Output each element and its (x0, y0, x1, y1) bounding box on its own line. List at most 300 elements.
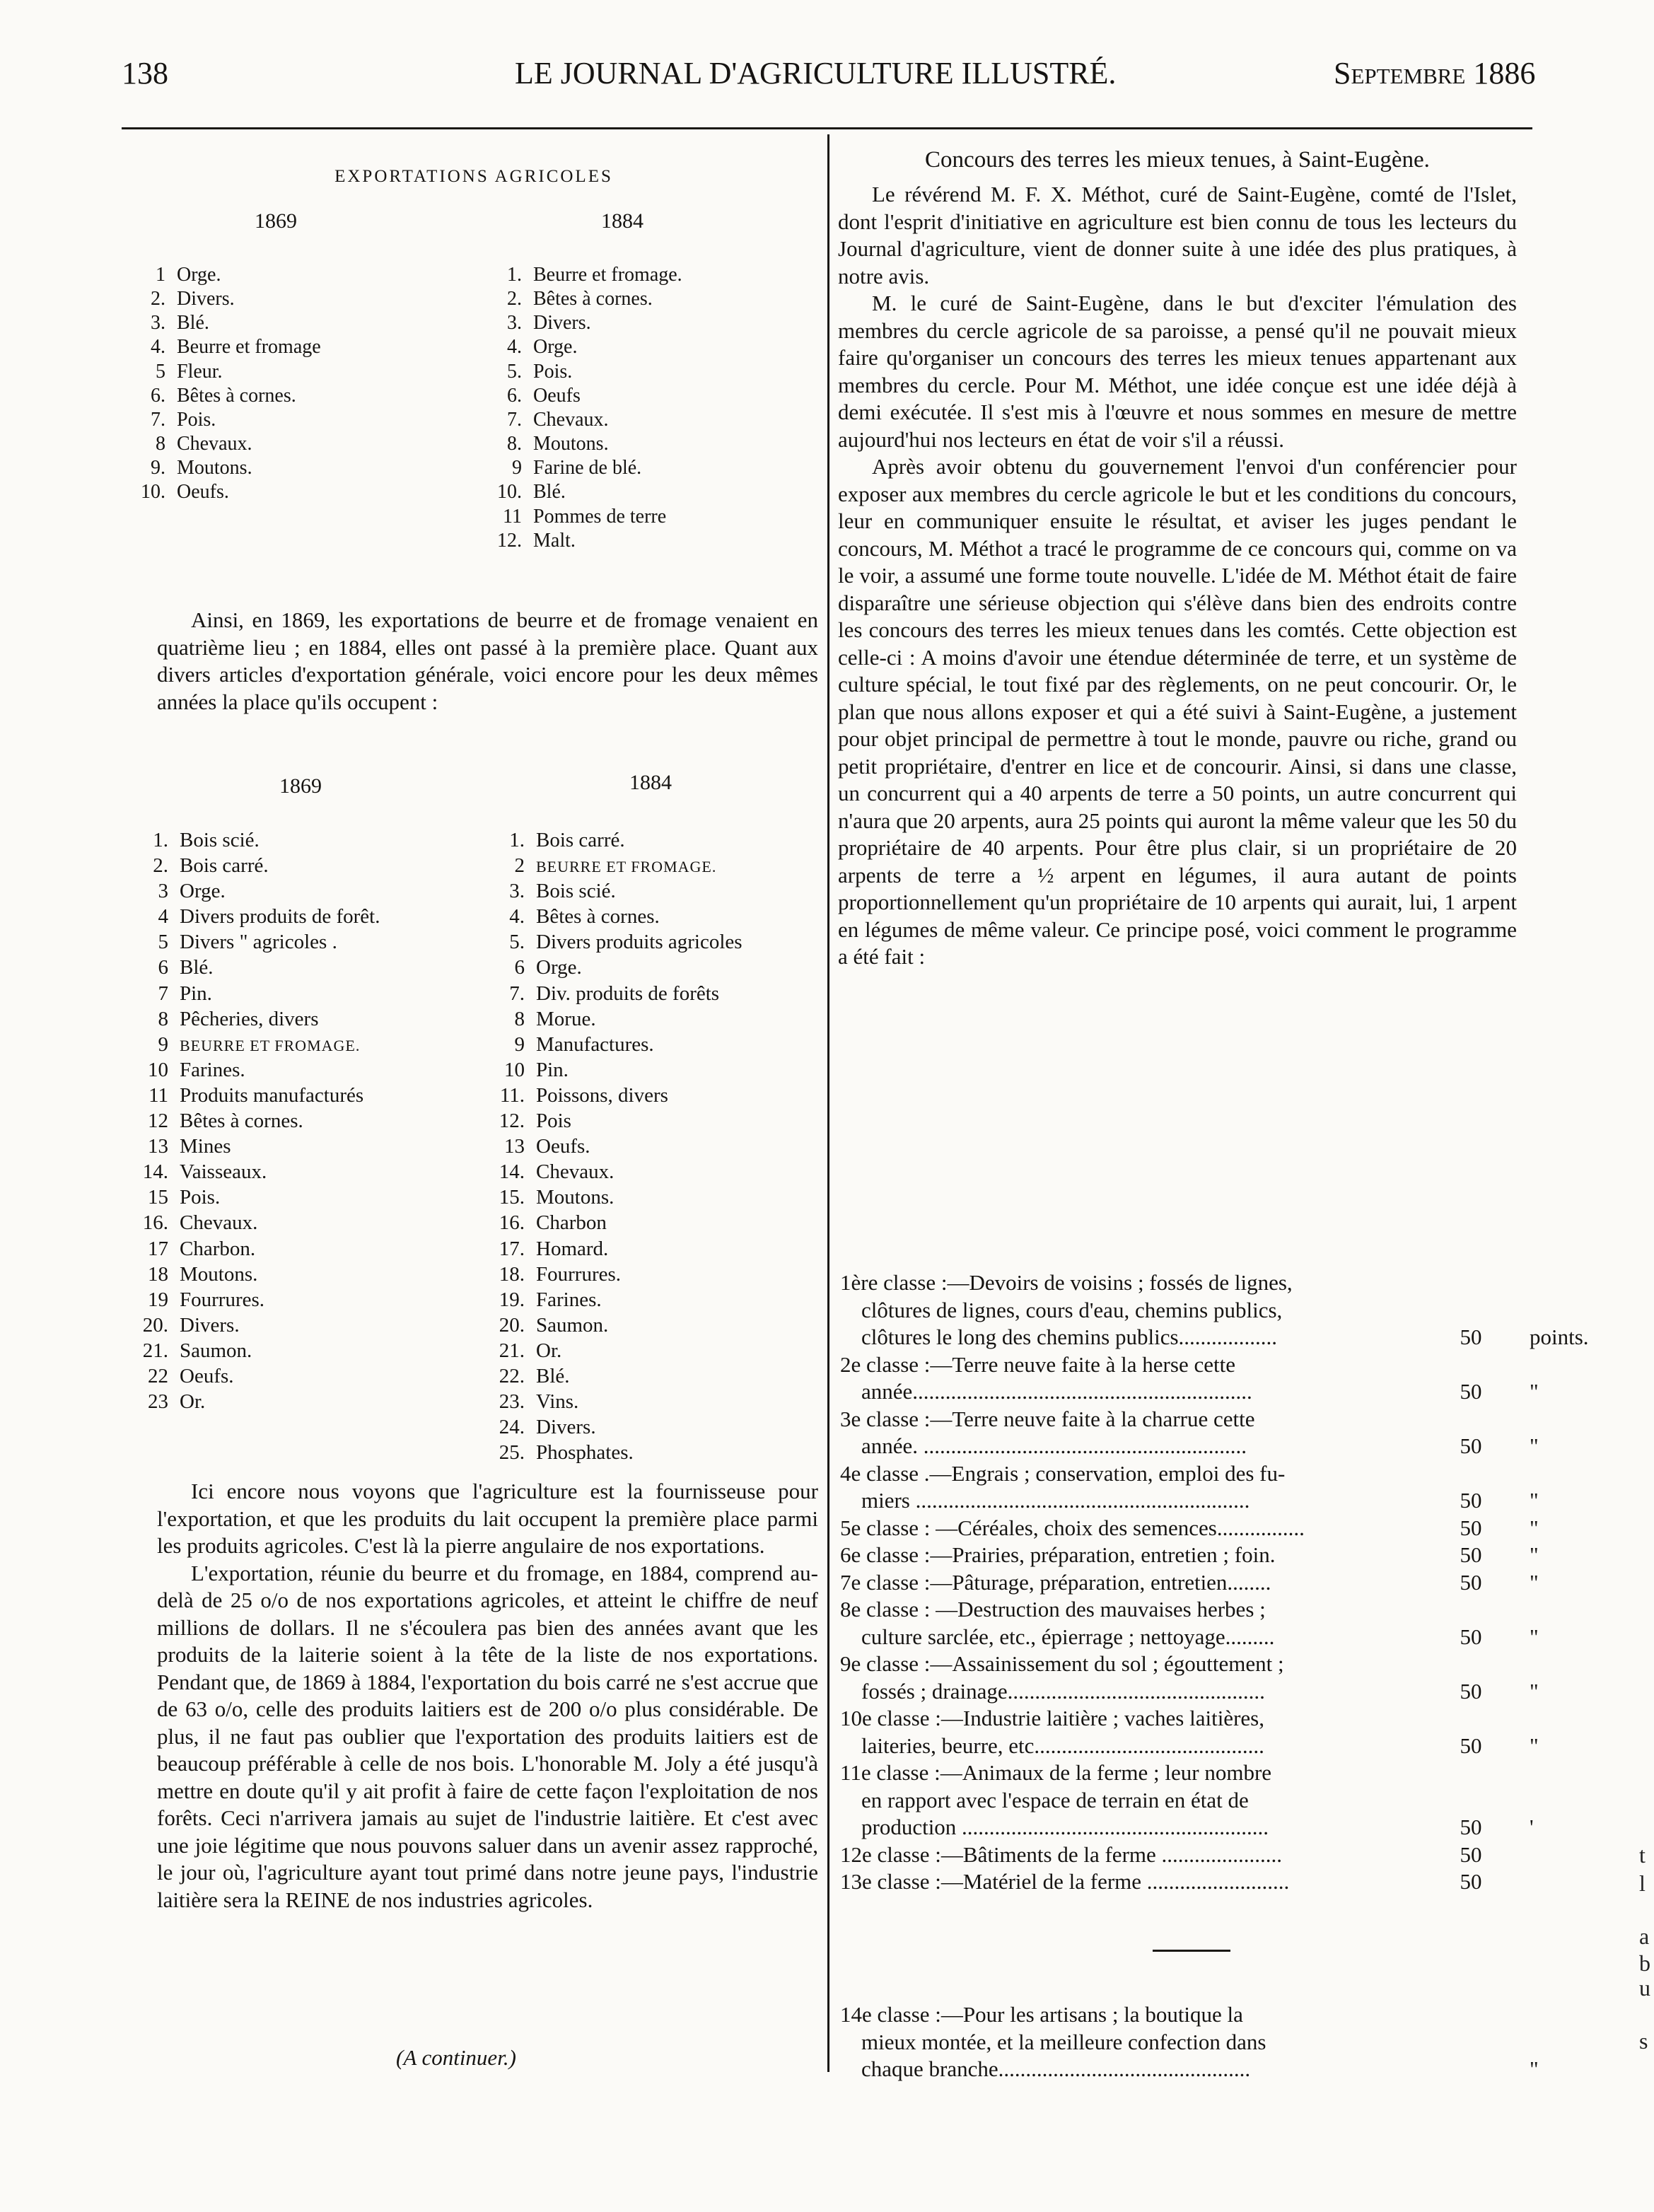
list-item (481, 904, 742, 929)
item-label: Mines (180, 1135, 231, 1158)
program-unit: points. (1530, 1325, 1589, 1349)
list-item (122, 335, 321, 359)
item-number: 10. (141, 481, 165, 503)
contest-program-tail (840, 2001, 1554, 2083)
item-label: Manufactures. (536, 1032, 654, 1056)
item-number: 1. (509, 829, 525, 851)
program-line (840, 1351, 1554, 1379)
item-label: Blé. (180, 956, 214, 979)
item-number: 2 (514, 854, 525, 878)
item-number: 6 (158, 956, 168, 979)
item-number: 3. (509, 880, 525, 903)
item-number: 7. (151, 408, 165, 431)
list-item (478, 311, 682, 335)
list-item (481, 878, 742, 904)
item-label: Pois (536, 1110, 571, 1133)
list-item (478, 384, 682, 408)
para-text: Après avoir obtenu du gouvernement l'envoi d'un conférencier pour exposer aux membres du cercle agricole le but et les conditions du concours, leur en communiquer ensuite le résultat, et aviser les juges pendant le concours, M. Méthot a tracé le programme de ce concours qui, comme on va le voir, a assumé une forme toute nouvelle. L'idée de M. Méthot était de faire disparaître une sérieuse objection qui s'élève dans bien des endroits contre les concours des terres les mieux tenues dans les comtés. Cette objection est celle-ci : A moins d'avoir une étendue déterminée de terre, et un système de culture spécial, le tout fixé par des règlements, on ne peut concourir. Or, le plan que nous allons exposer et qui a été suivi à Saint-Eugène, a justement pour objet principal de permettre à tout le monde, pauvre ou riche, grand ou petit propriétaire, d'entrer en lice et de concourir. Ainsi, si dans une classe, un concurrent qui a 40 arpents de terre a 50 points, un autre concurrent qui n'aura que 20 arpents, aura 25 points qui auront la même valeur que les 50 du propriétaire de 40 arpents. Pour être plus clair, si un propriétaire de 20 arpents de terre a ½ arpent en légumes, il aura autant de points proportionnellement qu'un propriétaire de 10 arpents qui aurait, lui, 1 arpent en légumes de même valeur. Ce principe posé, voici comment le programme a été fait : (838, 454, 1517, 969)
para-text: Ici encore nous voyons que l'agriculture est la fournisseuse pour l'exportation, et que les produits du lait occupent la première place parmi les produits agricoles. C'est là la pierre angulaire de nos exportations. (157, 1479, 818, 1558)
list-item (124, 1312, 380, 1338)
program-unit: " (1530, 1624, 1539, 1649)
item-label: Farines. (536, 1288, 602, 1311)
item-number: 7. (507, 408, 522, 431)
item-label: Moutons. (533, 433, 609, 455)
item-label: Bêtes à cornes. (533, 288, 653, 310)
item-number: 20. (499, 1313, 525, 1337)
item-label: Farines. (180, 1058, 245, 1081)
item-number: 4 (158, 905, 168, 929)
item-number: 4. (151, 336, 165, 359)
item-number: 11. (499, 1083, 525, 1107)
program-points: 50 (1460, 1624, 1482, 1649)
program-text: 3e classe :—Terre neuve faite à la charrue cette (840, 1406, 1255, 1431)
program-line (840, 2001, 1554, 2029)
program-line (840, 1297, 1554, 1325)
list-item (122, 263, 321, 287)
list-item (481, 1363, 742, 1389)
para-text: Le révérend M. F. X. Méthot, curé de Saint-Eugène, comté de l'Islet, dont l'esprit d'initiative en agriculture est bien connu de tous les lecteurs du Journal d'agriculture, vient de donner suite à une idée des plus pratiques, à notre avis. (838, 182, 1517, 289)
item-number: 3 (158, 880, 168, 903)
list-item (478, 287, 682, 311)
item-label: Pin. (180, 982, 212, 1005)
para-text: L'exportation, réunie du beurre et du fromage, en 1884, comprend au-delà de 25 o/o de nos exportations agricoles, et atteint le chiffre de neuf millions de dollars. Il ne s'écoulera pas bien des années avant que les produits de la laiterie soient à la tête de la liste de nos exportations. Pendant que, de 1869 à 1884, l'exportation du bois carré ne s'est accrue que de 63 o/o, celle des produits laitiers est de 200 o/o plus considérable. De plus, il ne faut pas oublier que l'exportation des produits laitiers est de beaucoup préférable à celle de nos bois. L'honorable M. Joly a été jusqu'à mettre en doute qu'il y ait profit à faire de cette façon l'exploitation de nos forêts. Ceci n'arrivera jamais au sujet de l'industrie laitière. Et c'est avec une joie légitime que nous pouvons saluer dans un avenir assez rapproché, le jour où, l'agriculture ayant tout primé dans notre jeune pays, l'industrie laitière sera la REINE de nos industries agricoles. (157, 1560, 818, 1912)
item-number: 21. (142, 1339, 168, 1362)
list-item (481, 1083, 742, 1108)
item-number: 1. (153, 829, 168, 851)
item-label: Oeufs. (177, 481, 229, 503)
item-label: Malt. (533, 529, 576, 552)
program-line (840, 1787, 1554, 1815)
program-points: 50 (1460, 1488, 1482, 1513)
program-text: laiteries, beurre, etc.......................................... (861, 1733, 1264, 1758)
list-item (124, 1057, 380, 1083)
para-text: Ainsi, en 1869, les exportations de beurre et de fromage venaient en quatrième lieu ; en 1884, elles ont passé à la première place. Quant aux divers articles d'exportation générale, voici encore pour les deux mêmes années la place qu'ils occupent : (157, 607, 818, 714)
item-label: Vaisseaux. (180, 1160, 267, 1184)
program-points: 50 (1460, 1815, 1482, 1839)
item-label: Bois carré. (180, 854, 269, 878)
to-continue: (A continuer.) (396, 2045, 516, 2070)
program-text: 2e classe :—Terre neuve faite à la herse cette (840, 1351, 1235, 1377)
item-label: BEURRE ET FROMAGE. (180, 1036, 361, 1054)
margin-letter: t (1639, 1842, 1646, 1868)
item-number: 7 (158, 982, 168, 1005)
table2-col-1884 (481, 827, 742, 1465)
item-number: 2. (153, 854, 168, 878)
list-item (124, 1159, 380, 1184)
item-label: Pois. (177, 408, 216, 431)
list-item (481, 1032, 742, 1057)
item-number: 3. (151, 312, 165, 334)
section-title: EXPORTATIONS AGRICOLES (334, 167, 613, 186)
list-item (124, 1363, 380, 1389)
item-number: 1. (507, 264, 522, 286)
program-text: 7e classe :—Pâturage, préparation, entretien........ (840, 1569, 1271, 1595)
program-line (840, 1460, 1554, 1488)
program-unit: " (1530, 1678, 1539, 1704)
item-label: Bêtes à cornes. (180, 1110, 303, 1133)
program-points: 50 (1460, 1733, 1482, 1758)
item-label: Saumon. (536, 1313, 609, 1337)
item-label: Chevaux. (536, 1160, 615, 1184)
list-item (481, 1262, 742, 1287)
item-label: Charbon. (180, 1237, 256, 1260)
item-number: 20. (142, 1313, 168, 1337)
program-line (840, 2029, 1554, 2056)
program-text: production ........................................................ (861, 1815, 1269, 1839)
separator-rule (1153, 1950, 1230, 1952)
program-points: 50 (1460, 1841, 1482, 1867)
margin-letter: l (1639, 1870, 1646, 1896)
list-item (478, 432, 682, 456)
item-number: 16. (142, 1211, 168, 1235)
program-line (840, 1542, 1554, 1569)
table1-col-1884 (478, 263, 682, 553)
program-line (840, 1433, 1554, 1460)
margin-letter: a (1639, 1923, 1650, 1949)
item-label: Orge. (180, 880, 226, 903)
list-item (478, 408, 682, 432)
item-label: Morue. (536, 1007, 596, 1030)
item-label: Phosphates. (536, 1441, 634, 1465)
item-label: Or. (180, 1390, 206, 1414)
program-text: 14e classe :—Pour les artisans ; la boutique la (840, 2002, 1243, 2027)
item-number: 9 (512, 457, 522, 479)
table2-col-1869 (124, 827, 380, 1414)
list-item (481, 1440, 742, 1465)
item-label: Beurre et fromage. (533, 264, 682, 286)
item-number: 9 (514, 1032, 525, 1056)
item-label: Oeufs (533, 384, 581, 407)
program-unit: " (1530, 1488, 1539, 1513)
list-item (124, 1236, 380, 1262)
item-number: 19. (499, 1288, 525, 1311)
list-item (478, 263, 682, 287)
item-number: 21. (499, 1339, 525, 1362)
program-line (840, 1515, 1554, 1542)
program-text: chaque branche.............................................. (861, 2056, 1251, 2081)
item-number: 15 (148, 1186, 168, 1209)
list-item (124, 878, 380, 904)
list-item (481, 955, 742, 980)
program-unit: " (1530, 1733, 1539, 1758)
program-line (840, 2056, 1554, 2083)
item-number: 5 (158, 931, 168, 954)
item-label: Fleur. (177, 360, 223, 383)
program-text: 11e classe :—Animaux de la ferme ; leur nombre (840, 1760, 1272, 1785)
list-item (122, 384, 321, 408)
list-item (481, 1210, 742, 1235)
program-text: 4e classe .—Engrais ; conservation, emploi des fu- (840, 1460, 1286, 1486)
item-number: 6 (514, 956, 525, 979)
program-unit: " (1530, 2056, 1539, 2081)
item-label: Fourrures. (180, 1288, 265, 1311)
item-label: Bois carré. (536, 829, 625, 851)
item-label: Vins. (536, 1390, 579, 1414)
item-number: 2. (151, 288, 165, 310)
margin-letter: s (1639, 2028, 1648, 2054)
list-item (124, 1083, 380, 1108)
program-text: miers ............................................................. (861, 1488, 1250, 1513)
program-points: 50 (1460, 1678, 1482, 1704)
program-text: en rapport avec l'espace de terrain en état de (861, 1787, 1249, 1812)
margin-letter: u (1639, 1975, 1650, 2001)
list-item (481, 1287, 742, 1312)
item-label: Bois scié. (180, 829, 260, 851)
list-item (481, 1134, 742, 1159)
item-label: BEURRE ET FROMAGE. (536, 858, 717, 876)
margin-letter: b (1639, 1950, 1650, 1976)
item-label: Divers. (177, 288, 235, 310)
item-label: Produits manufacturés (180, 1083, 364, 1107)
item-label: Divers. (536, 1416, 596, 1439)
item-number: 5. (509, 931, 525, 954)
program-line (840, 1378, 1554, 1406)
list-item (124, 1032, 380, 1057)
item-label: Divers " agricoles . (180, 931, 337, 954)
program-text: 10e classe :—Industrie laitière ; vaches laitières, (840, 1706, 1264, 1730)
list-item (124, 1184, 380, 1210)
table1-year-a: 1869 (255, 209, 297, 233)
table2-year-b: 1884 (629, 771, 672, 794)
item-number: 17 (148, 1237, 168, 1260)
list-item (124, 1006, 380, 1032)
contest-program (840, 1269, 1589, 1896)
program-text: année. ........................................................... (861, 1433, 1247, 1458)
program-unit: " (1530, 1542, 1539, 1567)
list-item (124, 981, 380, 1006)
program-points: 50 (1460, 1433, 1482, 1458)
program-text: 9e classe :—Assainissement du sol ; égouttement ; (840, 1651, 1284, 1676)
list-item (122, 480, 321, 504)
item-number: 23 (148, 1390, 168, 1414)
item-label: Orge. (533, 336, 578, 359)
list-item (122, 432, 321, 456)
table2-year-a: 1869 (279, 774, 322, 798)
list-item (124, 955, 380, 980)
item-label: Chevaux. (180, 1211, 258, 1235)
item-label: Oeufs. (536, 1135, 590, 1158)
program-unit: " (1530, 1379, 1539, 1404)
item-label: Bêtes à cornes. (536, 905, 660, 929)
item-number: 19 (148, 1288, 168, 1311)
program-points: 50 (1460, 1569, 1482, 1595)
program-text: fossés ; drainage............................................... (861, 1678, 1265, 1704)
page-number: 138 (122, 56, 168, 91)
item-label: Pommes de terre (533, 505, 667, 528)
list-item (481, 981, 742, 1006)
list-item (122, 408, 321, 432)
item-label: Orge. (536, 956, 582, 979)
list-item (481, 1006, 742, 1032)
item-label: Oeufs. (180, 1364, 234, 1387)
item-label: Or. (536, 1339, 562, 1362)
list-item (124, 1338, 380, 1363)
list-item (481, 1108, 742, 1134)
item-number: 4. (507, 336, 522, 359)
item-number: 10. (497, 481, 522, 503)
item-number: 13 (148, 1135, 168, 1158)
item-number: 12 (148, 1110, 168, 1133)
item-label: Orge. (177, 264, 221, 286)
program-text: 5e classe : —Céréales, choix des semences................ (840, 1515, 1305, 1540)
left-paragraph-2 (157, 1478, 818, 1914)
program-text: 6e classe :—Prairies, préparation, entretien ; foin. (840, 1542, 1276, 1567)
list-item (122, 360, 321, 384)
item-number: 10 (504, 1058, 525, 1081)
item-number: 17. (499, 1237, 525, 1260)
item-number: 25. (499, 1441, 525, 1465)
item-label: Pin. (536, 1058, 569, 1081)
list-item (124, 1210, 380, 1235)
item-label: Blé. (533, 481, 566, 503)
program-unit: " (1530, 1569, 1539, 1595)
item-label: Divers produits agricoles (536, 931, 742, 954)
item-label: Moutons. (180, 1262, 258, 1286)
list-item (478, 335, 682, 359)
list-item (122, 311, 321, 335)
item-label: Farine de blé. (533, 457, 642, 479)
issue-date: Septembre 1886 (1334, 56, 1536, 91)
program-unit: " (1530, 1433, 1539, 1458)
item-number: 14. (142, 1160, 168, 1184)
para-text: M. le curé de Saint-Eugène, dans le but d'exciter l'émulation des membres du cercle agricole de sa paroisse, a pensé qu'il ne pouvait mieux faire qu'organiser un concours des terres les mieux tenues appartenant aux membres du cercle. Pour M. Méthot, une idée conçue est une idée déjà à demi exécutée. Il s'est mis à l'œuvre et nous sommes en mesure de mettre aujourd'hui nos lecteurs en état de voir s'il a réussi. (838, 291, 1517, 452)
item-number: 18 (148, 1262, 168, 1286)
list-item (124, 1287, 380, 1312)
program-text: clôtures le long des chemins publics.................. (861, 1325, 1278, 1349)
item-label: Charbon (536, 1211, 607, 1235)
program-line (840, 1324, 1589, 1351)
list-item (481, 929, 742, 955)
list-item (122, 456, 321, 480)
item-label: Blé. (177, 312, 209, 334)
list-item (478, 505, 682, 529)
list-item (481, 1236, 742, 1262)
program-line (840, 1624, 1554, 1651)
item-number: 14. (499, 1160, 525, 1184)
item-number: 4. (509, 905, 525, 929)
list-item (122, 287, 321, 311)
list-item (481, 853, 742, 878)
program-points: 50 (1460, 1869, 1482, 1894)
program-line (840, 1868, 1554, 1896)
article-title: Concours des terres les mieux tenues, à Saint-Eugène. (925, 147, 1430, 173)
list-item (481, 1057, 742, 1083)
program-line (840, 1814, 1554, 1841)
item-label: Bêtes à cornes. (177, 384, 296, 407)
item-number: 22. (499, 1364, 525, 1387)
program-unit: ' (1530, 1815, 1534, 1839)
list-item (124, 1262, 380, 1287)
item-number: 10 (148, 1058, 168, 1081)
program-unit: " (1530, 1515, 1539, 1540)
program-text: clôtures de lignes, cours d'eau, chemins publics, (861, 1297, 1283, 1322)
journal-title: LE JOURNAL D'AGRICULTURE ILLUSTRÉ. (515, 56, 1117, 91)
list-item (124, 827, 380, 853)
program-line (840, 1596, 1554, 1624)
header-rule (122, 127, 1532, 129)
item-number: 5 (156, 360, 165, 383)
item-label: Chevaux. (177, 433, 252, 455)
item-number: 22 (148, 1364, 168, 1387)
list-item (478, 456, 682, 480)
program-line (840, 1487, 1554, 1515)
item-number: 16. (499, 1211, 525, 1235)
item-label: Beurre et fromage (177, 336, 321, 359)
item-number: 9 (158, 1032, 168, 1056)
list-item (478, 360, 682, 384)
list-item (124, 929, 380, 955)
item-number: 8 (514, 1007, 525, 1030)
item-label: Homard. (536, 1237, 609, 1260)
item-label: Bois scié. (536, 880, 616, 903)
item-number: 1 (156, 264, 165, 286)
program-line (840, 1651, 1554, 1678)
list-item (481, 1312, 742, 1338)
item-number: 9. (151, 457, 165, 479)
list-item (481, 827, 742, 853)
left-paragraph-1 (157, 607, 818, 716)
list-item (481, 1414, 742, 1440)
program-points: 50 (1460, 1515, 1482, 1540)
list-item (481, 1338, 742, 1363)
right-body (838, 181, 1517, 971)
item-label: Blé. (536, 1364, 570, 1387)
item-label: Divers. (180, 1313, 240, 1337)
item-label: Moutons. (177, 457, 252, 479)
item-label: Saumon. (180, 1339, 252, 1362)
item-label: Moutons. (536, 1186, 615, 1209)
list-item (478, 480, 682, 504)
item-number: 7. (509, 982, 525, 1005)
item-number: 3. (507, 312, 522, 334)
program-points: 50 (1460, 1325, 1482, 1349)
item-label: Pois. (180, 1186, 221, 1209)
item-number: 6. (507, 384, 522, 407)
item-label: Divers. (533, 312, 591, 334)
program-line (840, 1705, 1554, 1733)
list-item (124, 1134, 380, 1159)
item-number: 6. (151, 384, 165, 407)
program-line (840, 1569, 1554, 1597)
column-divider (827, 134, 829, 2072)
program-line (840, 1759, 1554, 1787)
program-text: mieux montée, et la meilleure confection dans (861, 2029, 1266, 2054)
program-text: 13e classe :—Matériel de la ferme .......................... (840, 1869, 1290, 1894)
item-number: 15. (499, 1186, 525, 1209)
list-item (481, 1184, 742, 1210)
item-number: 5. (507, 360, 522, 383)
item-number: 8 (158, 1007, 168, 1030)
item-number: 24. (499, 1416, 525, 1439)
item-number: 18. (499, 1262, 525, 1286)
program-text: 8e classe : —Destruction des mauvaises herbes ; (840, 1597, 1266, 1622)
program-points: 50 (1460, 1542, 1482, 1567)
table1-col-1869 (122, 263, 321, 505)
list-item (124, 1389, 380, 1414)
program-line (840, 1733, 1554, 1760)
program-line (840, 1841, 1554, 1869)
item-number: 11 (503, 505, 522, 528)
program-text: 12e classe :—Bâtiments de la ferme ...................... (840, 1841, 1283, 1867)
item-number: 12. (497, 529, 522, 552)
item-number: 2. (507, 288, 522, 310)
list-item (124, 1108, 380, 1134)
list-item (481, 1159, 742, 1184)
table1-year-b: 1884 (601, 209, 643, 233)
item-label: Pois. (533, 360, 573, 383)
program-line (840, 1269, 1554, 1297)
list-item (478, 529, 682, 553)
